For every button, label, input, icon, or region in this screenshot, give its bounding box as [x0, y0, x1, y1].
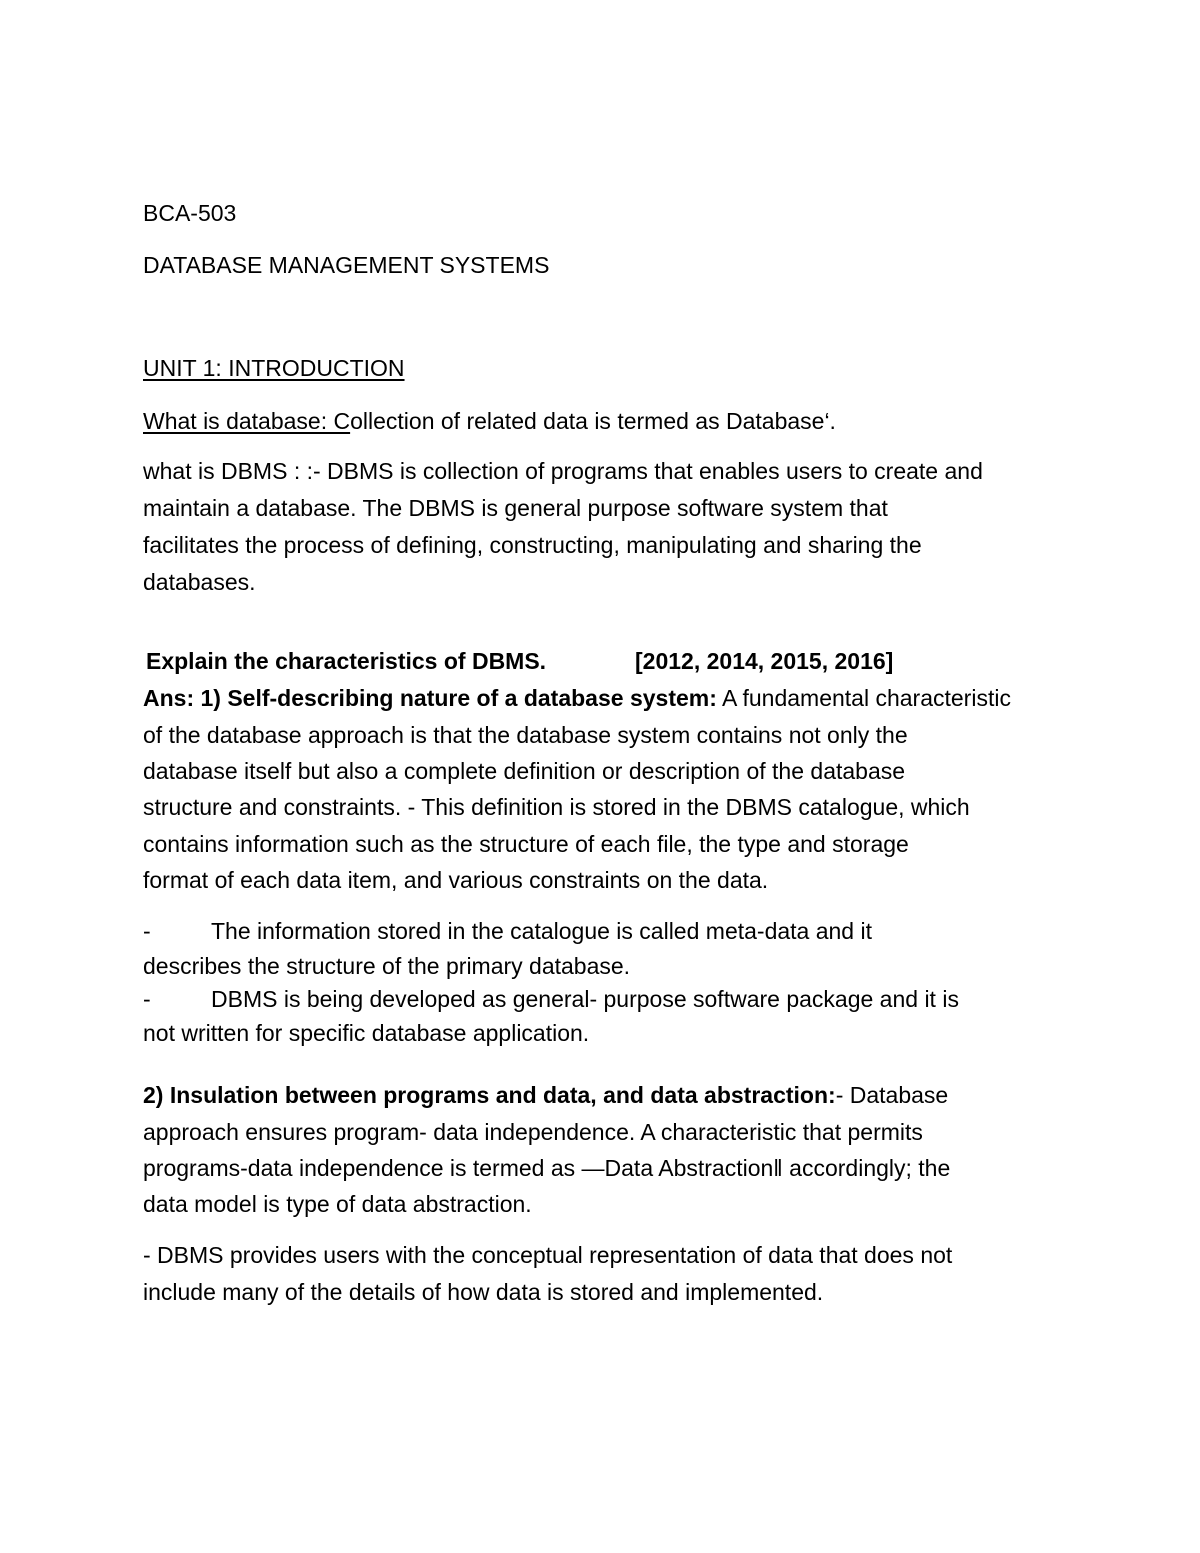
- database-definition-label: What is database: C: [143, 408, 351, 434]
- bullet-item: [143, 916, 1103, 946]
- unit-heading: UNIT 1: INTRODUCTION: [143, 355, 405, 381]
- dbms-definition-line: facilitates the process of defining, constructing, manipulating and sharing the: [143, 532, 922, 558]
- answer-1-line: of the database approach is that the database system contains not only the: [143, 722, 908, 748]
- course-code: BCA-503: [143, 200, 237, 226]
- bullet-item: [143, 984, 1103, 1014]
- question-text: Explain the characteristics of DBMS.: [146, 648, 547, 674]
- answer-2-first-line: [143, 1080, 1103, 1110]
- answer-1-line: database itself but also a complete definition or description of the database: [143, 758, 906, 784]
- bullet-dash: -: [143, 986, 151, 1012]
- answer-1-heading: Ans: 1) Self-describing nature of a database system:: [143, 685, 717, 711]
- question-heading: [146, 646, 1106, 676]
- answer-1-line: contains information such as the structure of each file, the type and storage: [143, 831, 909, 857]
- answer-2-line: data model is type of data abstraction.: [143, 1191, 532, 1217]
- closing-line: - DBMS provides users with the conceptual representation of data that does not: [143, 1242, 953, 1268]
- dbms-definition-line: maintain a database. The DBMS is general purpose software system that: [143, 495, 888, 521]
- bullet-text: The information stored in the catalogue is called meta-data and it: [211, 918, 872, 944]
- question-years: [2012, 2014, 2015, 2016]: [635, 648, 894, 674]
- bullet-continuation: not written for specific database application.: [143, 1020, 590, 1046]
- answer-2-line: programs-data independence is termed as ―Data Abstraction‖ accordingly; the: [143, 1155, 951, 1181]
- database-definition: [143, 406, 1103, 436]
- database-definition-text: ollection of related data is termed as Database‘.: [350, 408, 836, 434]
- answer-1-line: structure and constraints. - This definition is stored in the DBMS catalogue, which: [143, 794, 970, 820]
- bullet-text: DBMS is being developed as general- purpose software package and it is: [211, 986, 959, 1012]
- answer-1-line: format of each data item, and various constraints on the data.: [143, 867, 769, 893]
- closing-line: include many of the details of how data is stored and implemented.: [143, 1279, 824, 1305]
- answer-2-line: approach ensures program- data independence. A characteristic that permits: [143, 1119, 923, 1145]
- bullet-dash: -: [143, 918, 151, 944]
- bullet-continuation: describes the structure of the primary database.: [143, 953, 631, 979]
- course-title: DATABASE MANAGEMENT SYSTEMS: [143, 252, 550, 278]
- dbms-definition-line: what is DBMS : :- DBMS is collection of programs that enables users to create and: [143, 458, 983, 484]
- dbms-definition-line: databases.: [143, 569, 256, 595]
- answer-2-heading: 2) Insulation between programs and data, and data abstraction:: [143, 1082, 836, 1108]
- answer-2-first-text: - Database: [835, 1082, 949, 1108]
- answer-1-first-line: [143, 683, 1103, 713]
- answer-1-first-text: A fundamental characteristic: [716, 685, 1011, 711]
